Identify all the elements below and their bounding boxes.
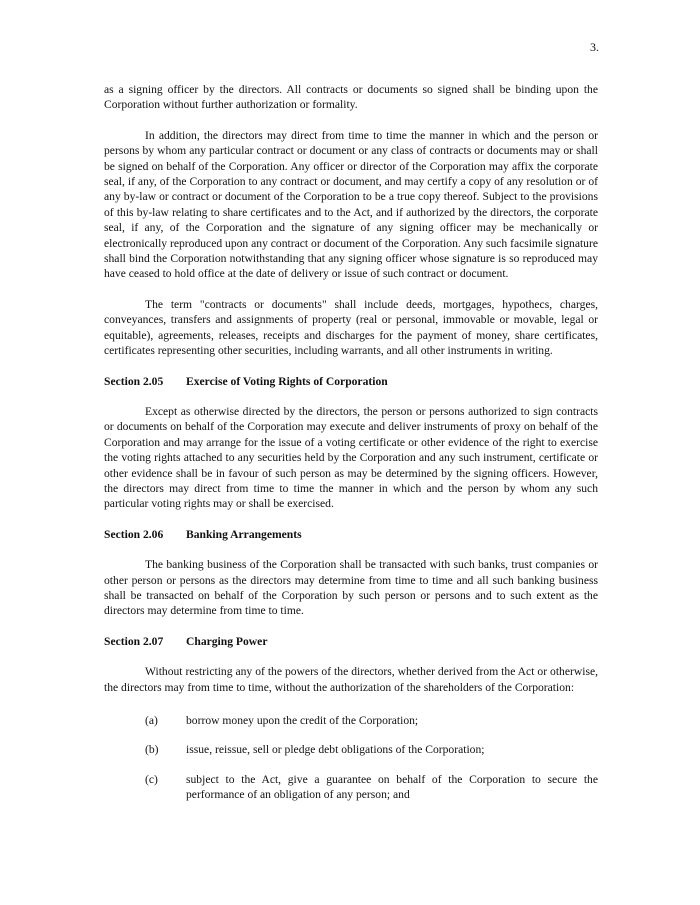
list-item-label: (b)	[145, 743, 159, 757]
section-title: Exercise of Voting Rights of Corporation	[186, 374, 388, 388]
section-body-2-06: The banking business of the Corporation shall be transacted with such banks, trust companies or other person or persons as the directors may determine from time to time and all such banking business shall be transacted on behalf of the Corporation by such person or persons and to such extent as the directors may determine from time to time.	[104, 558, 598, 618]
list-item-text: issue, reissue, sell or pledge debt obligations of the Corporation;	[186, 743, 485, 757]
section-title: Charging Power	[186, 634, 268, 648]
list-item-text: borrow money upon the credit of the Corporation;	[186, 714, 419, 727]
list-item	[104, 742, 598, 757]
section-body-2-07: Without restricting any of the powers of the directors, whether derived from the Act or otherwise, the directors may from time to time, without the authorization of the shareholders of the Corporation:	[104, 665, 598, 694]
section-title: Banking Arrangements	[186, 527, 302, 541]
list-item-label: (a)	[145, 714, 158, 727]
section-number: Section 2.07	[104, 634, 164, 648]
paragraph-addition: In addition, the directors may direct from time to time the manner in which and the person or persons by whom any particular contract or document or any class of contracts or documents may or shall be signed on behalf of the Corporation. Any officer or director of the Corporation may affix the corporate seal, if any, of the Corporation to any contract or document, and may certify a copy of any resolution or of any by-law or contract or document of the Corporation to be a true copy thereof. Subject to the provisions of this by-law relating to share certificates and to the Act, and if authorized by the directors, the corporate seal, if any, of the Corporation and the signature of any signing officer may be mechanically or electronically reproduced upon any contract or document of the Corporation. Any such facsimile signature shall bind the Corporation notwithstanding that any signing officer whose signature is so reproduced may have ceased to hold office at the date of delivery or issue of such contract or document.	[104, 128, 598, 281]
paragraph-continued: as a signing officer by the directors. All contracts or documents so signed shall be binding upon the Corporation without further authorization or formality.	[104, 83, 598, 112]
section-heading-2-06	[104, 527, 598, 542]
section-number: Section 2.05	[104, 374, 164, 388]
section-number: Section 2.06	[104, 527, 164, 541]
section-heading-2-07	[104, 634, 598, 649]
section-heading-2-05	[104, 374, 598, 389]
list-item-label: (c)	[145, 772, 158, 786]
list-item-text: subject to the Act, give a guarantee on behalf of the Corporation to secure the performance of an obligation of any person; and	[186, 772, 598, 802]
list-item	[104, 713, 598, 728]
paragraph-term-definition: The term "contracts or documents" shall include deeds, mortgages, hypothecs, charges, conveyances, transfers and assignments of property (real or personal, immovable or movable, legal or equitable), agreements, releases, receipts and discharges for the payment of money, share certificates, certificates representing other securities, including warrants, and all other instruments in writing.	[104, 297, 598, 358]
document-body	[104, 82, 598, 803]
page-number: 3.	[590, 40, 599, 54]
section-body-2-05: Except as otherwise directed by the directors, the person or persons authorized to sign contracts or documents on behalf of the Corporation may execute and deliver instruments of proxy on behalf of the Corporation and may arrange for the issue of a voting certificate or other evidence of the right to exercise the voting rights attached to any securities held by the Corporation and any such instrument, certificate or other evidence shall be in favour of such person as may be determined by the signing officers. However, the directors may direct from time to time the manner in which and the person by whom any such particular voting rights may or shall be exercised.	[104, 404, 598, 511]
list-item	[104, 772, 598, 803]
